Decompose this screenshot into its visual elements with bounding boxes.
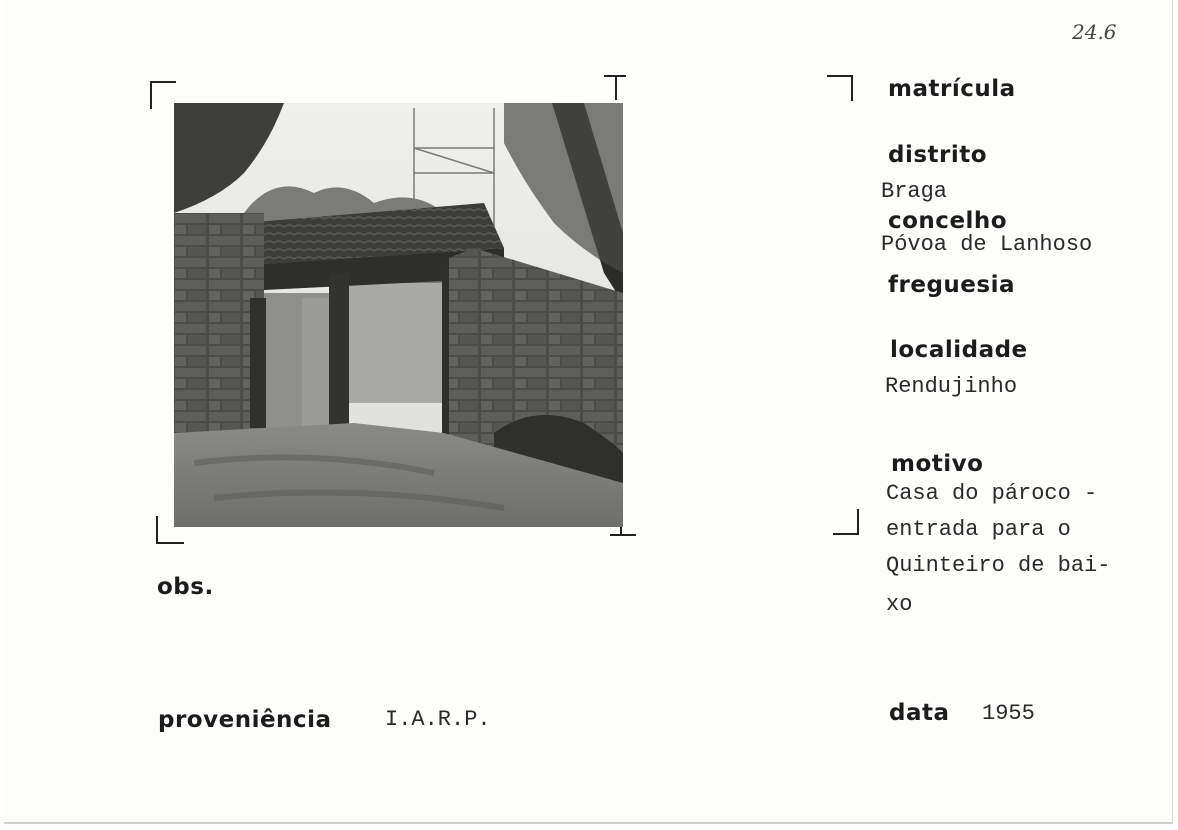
motivo-line-4: xo: [886, 592, 913, 617]
obs-label: obs.: [157, 574, 214, 600]
matricula-label: matrícula: [888, 76, 1016, 102]
data-label: data: [889, 700, 950, 726]
concelho-label: concelho: [888, 208, 1008, 234]
right-bracket-bottom: [833, 509, 859, 535]
localidade-value: Rendujinho: [885, 374, 1018, 399]
motivo-label: motivo: [891, 451, 984, 477]
freguesia-label: freguesia: [888, 272, 1015, 298]
proveniencia-value: I.A.R.P.: [385, 707, 491, 732]
photo-corner-bottom-right-base: [610, 534, 636, 536]
gateway-photo-image: [174, 103, 623, 527]
motivo-line-3: Quinteiro de bai-: [886, 553, 1111, 578]
distrito-label: distrito: [888, 142, 988, 168]
photo-corner-top-left: [150, 81, 176, 109]
motivo-line-2: entrada para o: [886, 517, 1071, 542]
localidade-label: localidade: [890, 337, 1028, 363]
data-value: 1955: [982, 701, 1035, 726]
motivo-line-1: Casa do pároco -: [886, 481, 1098, 506]
distrito-value: Braga: [881, 179, 948, 204]
record-card: [4, 0, 1173, 824]
proveniencia-label: proveniência: [158, 707, 332, 733]
gateway-photo: [174, 103, 623, 527]
right-bracket-top: [827, 75, 853, 101]
photo-corner-top-right-stem: [615, 75, 617, 100]
card-number: 24.6: [1072, 20, 1117, 44]
concelho-value: Póvoa de Lanhoso: [881, 232, 1093, 257]
